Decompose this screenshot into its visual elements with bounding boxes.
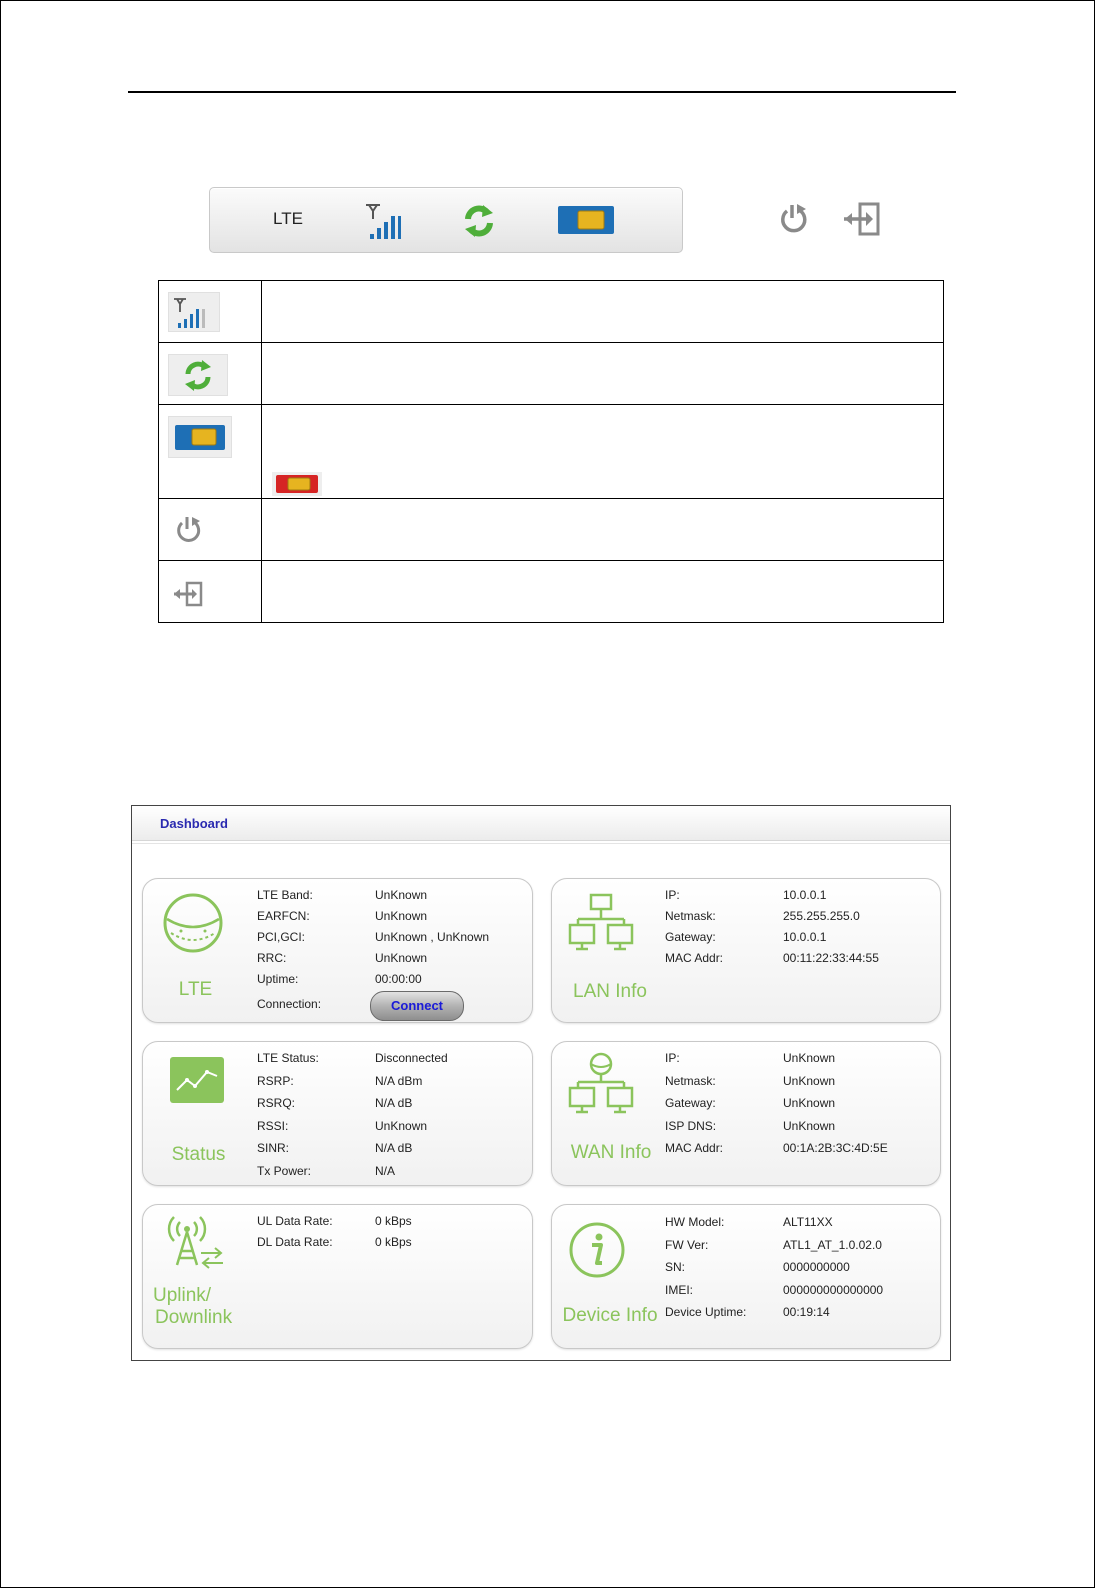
field-key: RSSI: [257, 1118, 289, 1133]
status-chart-icon [169, 1056, 225, 1109]
field-value: N/A [375, 1163, 396, 1178]
field-row [665, 906, 879, 927]
lan-info-panel [551, 878, 941, 1023]
field-key: Tx Power: [257, 1163, 312, 1178]
dashboard-window [131, 805, 951, 1361]
field-row [665, 1301, 883, 1324]
field-key: IP: [665, 888, 680, 902]
field-row [665, 948, 879, 969]
field-key: EARFCN: [257, 909, 310, 923]
legend-icon-cell [159, 405, 262, 499]
field-row [665, 927, 879, 948]
field-key: UL Data Rate: [257, 1214, 333, 1228]
field-row [665, 1115, 888, 1138]
field-value: 00:1A:2B:3C:4D:5E [783, 1141, 888, 1155]
header-rule [128, 91, 956, 93]
network-type-label: LTE [273, 209, 303, 228]
refresh-icon[interactable] [461, 203, 497, 244]
field-key: RSRP: [257, 1073, 294, 1088]
field-value: UnKnown [783, 1073, 836, 1088]
field-row [257, 927, 489, 948]
dashboard-header [132, 806, 950, 841]
lte-panel [142, 878, 533, 1023]
field-row [665, 1047, 888, 1070]
usim-card-icon [558, 206, 614, 239]
icon-legend-table [158, 280, 944, 623]
field-key: RSRQ: [257, 1096, 296, 1110]
uplink-downlink-panel [142, 1204, 533, 1349]
legend-description-cell [261, 281, 943, 343]
field-key: IP: [665, 1051, 680, 1065]
lte-panel-label: LTE [178, 979, 213, 1000]
legend-icon-cell [159, 281, 262, 343]
usim-card-icon [168, 416, 232, 458]
status-bar [209, 187, 683, 253]
globe-icon [161, 891, 225, 960]
restart-icon[interactable] [777, 202, 813, 241]
field-row [665, 1092, 888, 1115]
logout-icon[interactable] [842, 202, 882, 241]
network-icon [568, 893, 634, 960]
legend-description-cell [261, 561, 943, 623]
field-row [257, 1211, 412, 1232]
legend-description-cell [261, 343, 943, 405]
status-fields [257, 1047, 448, 1182]
field-row [665, 1070, 888, 1093]
field-key: Gateway: [665, 1096, 716, 1110]
field-row [665, 1256, 883, 1279]
signal-strength-icon [362, 202, 402, 245]
legend-description-cell [261, 499, 943, 561]
field-key: RRC: [257, 951, 287, 965]
field-key: Netmask: [665, 1073, 716, 1088]
wan-network-icon [568, 1052, 634, 1123]
field-value: UnKnown , UnKnown [375, 930, 490, 944]
legend-row [159, 405, 944, 499]
field-key: Uptime: [257, 972, 299, 986]
field-value: 00:00:00 [375, 972, 422, 986]
field-key: DL Data Rate: [257, 1235, 333, 1249]
field-row [665, 1137, 888, 1160]
field-key: Gateway: [665, 930, 716, 944]
field-row [257, 1047, 448, 1070]
antenna-tower-icon [161, 1215, 227, 1276]
field-value: 10.0.0.1 [783, 930, 827, 944]
connect-button[interactable]: Connect [370, 991, 464, 1021]
legend-icon-cell [159, 499, 262, 561]
field-key: FW Ver: [665, 1237, 709, 1252]
field-value: 0 kBps [375, 1214, 412, 1228]
field-value: N/A dBm [375, 1073, 423, 1088]
field-row [257, 1070, 448, 1093]
field-key: SN: [665, 1260, 686, 1274]
field-value: 0000000000 [783, 1260, 850, 1274]
field-key: HW Model: [665, 1215, 725, 1229]
field-key: SINR: [257, 1141, 290, 1155]
usim-error-icon [272, 472, 322, 496]
wan-panel-label: WAN Info [570, 1142, 652, 1163]
logout-icon [172, 581, 206, 607]
field-value: 10.0.0.1 [783, 888, 827, 902]
refresh-icon [168, 354, 228, 396]
legend-icon-cell [159, 561, 262, 623]
field-value: ALT11XX [783, 1215, 833, 1229]
field-row [257, 948, 489, 969]
divider [132, 843, 950, 844]
field-row [257, 906, 489, 927]
uplink-panel-label-line2: Downlink [155, 1307, 233, 1328]
device-fields [665, 1211, 883, 1324]
field-value: UnKnown [783, 1051, 836, 1065]
field-row [257, 1115, 448, 1138]
dashboard-title[interactable]: Dashboard [160, 816, 228, 831]
lan-fields [665, 885, 879, 969]
field-row [665, 1279, 883, 1302]
device-panel-label: Device Info [562, 1305, 658, 1326]
field-key: Device Uptime: [665, 1305, 747, 1319]
field-value: UnKnown [783, 1118, 836, 1133]
field-value: 255.255.255.0 [783, 909, 860, 923]
field-row [665, 885, 879, 906]
field-row [257, 1092, 448, 1115]
legend-description-cell [261, 405, 943, 499]
field-row [257, 885, 489, 906]
field-key: MAC Addr: [665, 1141, 724, 1155]
field-row [665, 1211, 883, 1234]
field-value: UnKnown [375, 888, 428, 902]
field-value: Disconnected [375, 1051, 448, 1065]
legend-row [159, 281, 944, 343]
field-value: 000000000000000 [783, 1282, 884, 1297]
wan-info-panel [551, 1041, 941, 1186]
field-value: UnKnown [783, 1096, 836, 1110]
legend-row [159, 499, 944, 561]
field-row [257, 1232, 412, 1253]
field-value: N/A dB [375, 1141, 413, 1155]
connection-label: Connection: [257, 997, 322, 1011]
field-key: LTE Band: [257, 888, 313, 902]
signal-strength-icon [168, 292, 220, 332]
legend-row [159, 343, 944, 405]
restart-icon [173, 515, 207, 547]
lte-fields [257, 885, 489, 990]
field-key: ISP DNS: [665, 1118, 717, 1133]
info-icon [568, 1221, 626, 1284]
field-row [257, 1137, 448, 1160]
legend-row [159, 561, 944, 623]
field-value: 0 kBps [375, 1235, 412, 1249]
field-value: 00:11:22:33:44:55 [783, 951, 879, 965]
uplink-fields [257, 1211, 412, 1253]
field-value: UnKnown [375, 951, 428, 965]
field-row [257, 1160, 448, 1183]
status-panel-label: Status [171, 1144, 226, 1165]
legend-icon-cell [159, 343, 262, 405]
wan-fields [665, 1047, 888, 1160]
field-value: N/A dB [375, 1096, 413, 1110]
field-value: 00:19:14 [783, 1305, 830, 1319]
lan-panel-label: LAN Info [573, 981, 647, 1002]
device-info-panel [551, 1204, 941, 1349]
field-row [665, 1234, 883, 1257]
field-value: ATL1_AT_1.0.02.0 [783, 1237, 882, 1252]
field-value: UnKnown [375, 909, 428, 923]
field-row [257, 969, 489, 990]
uplink-panel-label-line1: Uplink/ [153, 1285, 212, 1306]
field-key: LTE Status: [257, 1051, 319, 1065]
field-key: IMEI: [665, 1282, 694, 1297]
status-panel [142, 1041, 533, 1186]
field-key: Netmask: [665, 909, 716, 923]
field-key: PCI,GCI: [257, 930, 306, 944]
field-value: UnKnown [375, 1118, 428, 1133]
field-key: MAC Addr: [665, 951, 724, 965]
